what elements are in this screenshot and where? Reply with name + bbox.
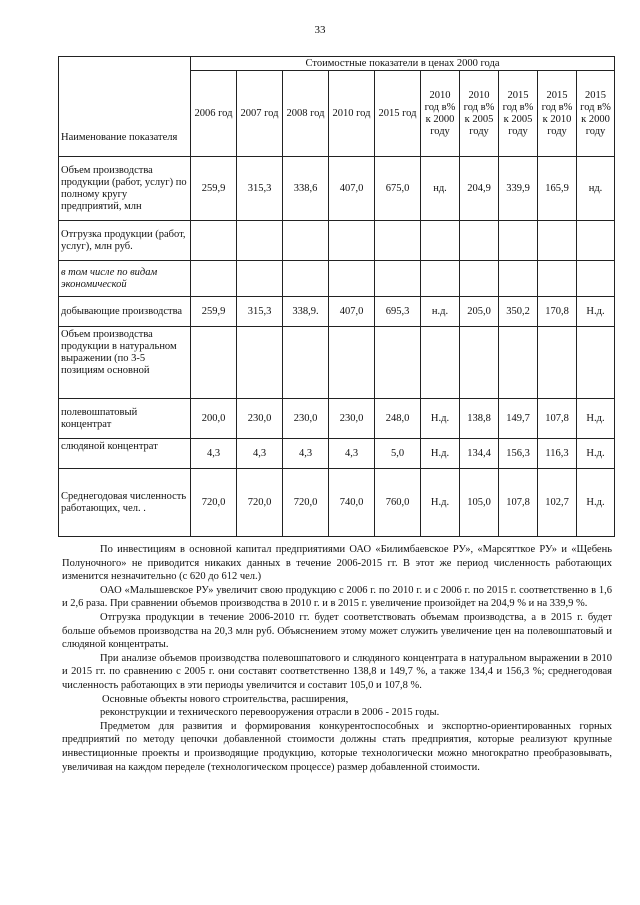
name-column-header: Наименование показателя bbox=[59, 57, 191, 157]
cell: 138,8 bbox=[460, 399, 499, 439]
cell: н.д. bbox=[421, 297, 460, 327]
cell: 720,0 bbox=[191, 469, 237, 537]
paragraph: Предметом для развития и формирования конкурентоспособных и экспортно-ориентированных горных предприятий по методу цепочки добавленной стоимости должны стать предприятия, которые реализуют крупные инвестиционные проекты и производящие продукцию, которые технологически можно многократно преобразовывать, увеличивая на каждом переделе (технологическом процессе) размер добавленной стоимости. bbox=[62, 720, 612, 773]
cell: 248,0 bbox=[375, 399, 421, 439]
cell: 105,0 bbox=[460, 469, 499, 537]
cell: 4,3 bbox=[329, 439, 375, 469]
paragraph: При анализе объемов производства полевошпатового и слюдяного концентрата в натуральном выражении в 2010 и 2015 гг. по сравнению с 2005 г. они составят соответственно 138,8 и 149,7 %, а также 134,4 и 156,3 %; среднегодовая численность работающих в эти периоды увеличится и составит 105,0 и 107,8 %. bbox=[62, 652, 612, 691]
table-row bbox=[59, 399, 615, 439]
row-name: слюдяной концентрат bbox=[59, 439, 191, 469]
cell: 760,0 bbox=[375, 469, 421, 537]
cell: 200,0 bbox=[191, 399, 237, 439]
cell bbox=[460, 261, 499, 297]
cell bbox=[460, 221, 499, 261]
cell bbox=[329, 261, 375, 297]
cell: 315,3 bbox=[237, 297, 283, 327]
cell: 259,9 bbox=[191, 297, 237, 327]
cell bbox=[421, 327, 460, 399]
cell bbox=[499, 327, 538, 399]
cell: Н.д. bbox=[421, 439, 460, 469]
cell: 675,0 bbox=[375, 157, 421, 221]
cell: 4,3 bbox=[237, 439, 283, 469]
cell: 695,3 bbox=[375, 297, 421, 327]
row-name: Отгрузка продукции (работ, услуг), млн руб. bbox=[59, 221, 191, 261]
cell bbox=[577, 261, 615, 297]
cell: 720,0 bbox=[237, 469, 283, 537]
group-header: Стоимостные показатели в ценах 2000 года bbox=[191, 57, 615, 71]
cell: Н.д. bbox=[577, 439, 615, 469]
cell bbox=[237, 221, 283, 261]
cell: 107,8 bbox=[538, 399, 577, 439]
paragraph: По инвестициям в основной капитал предприятиями ОАО «Билимбаевское РУ», «Марсятткое РУ» и «Щебень Полуночного» не приводится никаких данных в течение 2006-2015 гг. В этот же период численность работающих изменится незначительно (с 620 до 612 чел.) bbox=[62, 544, 612, 583]
cell: 740,0 bbox=[329, 469, 375, 537]
cell: 4,3 bbox=[191, 439, 237, 469]
row-name: Среднегодовая численность работающих, чел. . bbox=[59, 469, 191, 537]
cell: 5,0 bbox=[375, 439, 421, 469]
cell bbox=[577, 221, 615, 261]
cell: 338,9. bbox=[283, 297, 329, 327]
cell: 339,9 bbox=[499, 157, 538, 221]
cell bbox=[283, 221, 329, 261]
cell: 156,3 bbox=[499, 439, 538, 469]
page-number: 33 bbox=[314, 24, 326, 36]
table-row bbox=[59, 327, 615, 399]
cell: 230,0 bbox=[283, 399, 329, 439]
cell: 102,7 bbox=[538, 469, 577, 537]
column-header: 2015 год в% к 2005 году bbox=[499, 71, 538, 157]
cell bbox=[237, 261, 283, 297]
cell: Н.д. bbox=[421, 399, 460, 439]
cell bbox=[538, 327, 577, 399]
cell: 107,8 bbox=[499, 469, 538, 537]
row-name: Объем производства продукции (работ, услуг) по полному кругу предприятий, млн bbox=[59, 157, 191, 221]
row-name: полевошпатовый концентрат bbox=[59, 399, 191, 439]
cell bbox=[191, 221, 237, 261]
cell: 338,6 bbox=[283, 157, 329, 221]
column-header: 2008 год bbox=[283, 71, 329, 157]
cell: 407,0 bbox=[329, 297, 375, 327]
cell bbox=[191, 261, 237, 297]
cell: 350,2 bbox=[499, 297, 538, 327]
cell bbox=[375, 261, 421, 297]
cell: 407,0 bbox=[329, 157, 375, 221]
section-heading: Основные объекты нового строительства, расширения, bbox=[102, 693, 349, 705]
cell: нд. bbox=[577, 157, 615, 221]
cell: Н.д. bbox=[421, 469, 460, 537]
cell: 165,9 bbox=[538, 157, 577, 221]
paragraph: Отгрузка продукции в течение 2006-2010 гг. будет соответствовать объемам производства, а в 2015 г. будет больше объемов производства на 20,3 млн руб. Объяснением этому может служить увеличение цен на полевошпатовый и слюдяной концентраты. bbox=[62, 611, 612, 651]
cell: 134,4 bbox=[460, 439, 499, 469]
row-name: Объем производства продукции в натуральном выражении (по 3-5 позициям основной bbox=[59, 327, 191, 399]
table-row bbox=[59, 439, 615, 469]
column-header: 2007 год bbox=[237, 71, 283, 157]
cell bbox=[375, 327, 421, 399]
cell bbox=[538, 261, 577, 297]
cell bbox=[329, 327, 375, 399]
body-text bbox=[62, 543, 612, 774]
cell bbox=[499, 221, 538, 261]
column-header: 2015 год в% к 2000 году bbox=[577, 71, 615, 157]
cell bbox=[577, 327, 615, 399]
column-header: 2015 год bbox=[375, 71, 421, 157]
cell bbox=[421, 221, 460, 261]
cell: 205,0 bbox=[460, 297, 499, 327]
column-header: 2010 год bbox=[329, 71, 375, 157]
section-heading: реконструкции и технического перевооружения отрасли в 2006 - 2015 годы. bbox=[100, 707, 440, 719]
column-header: 2010 год в% к 2000 году bbox=[421, 71, 460, 157]
cell: 259,9 bbox=[191, 157, 237, 221]
table-row bbox=[59, 261, 615, 297]
statistics-table bbox=[58, 56, 615, 537]
cell: Н.д. bbox=[577, 297, 615, 327]
column-header: 2010 год в% к 2005 году bbox=[460, 71, 499, 157]
cell: 4,3 bbox=[283, 439, 329, 469]
row-name: добывающие производства bbox=[59, 297, 191, 327]
cell bbox=[191, 327, 237, 399]
table-row bbox=[59, 469, 615, 537]
column-header: 2015 год в% к 2010 году bbox=[538, 71, 577, 157]
cell: Н.д. bbox=[577, 399, 615, 439]
cell: 720,0 bbox=[283, 469, 329, 537]
cell: 230,0 bbox=[237, 399, 283, 439]
paragraph: ОАО «Малышевское РУ» увеличит свою продукцию с 2006 г. по 2010 г. и с 2006 г. по 2015 г. соответственно в 1,6 и 2,6 раза. При сравнении объемов производства в 2010 г. и в 2015 г. увеличение произойдет на 204,9 % и на 339,9 %. bbox=[62, 584, 612, 610]
cell: нд. bbox=[421, 157, 460, 221]
table-row bbox=[59, 297, 615, 327]
cell: Н.д. bbox=[577, 469, 615, 537]
column-header: 2006 год bbox=[191, 71, 237, 157]
table-row bbox=[59, 221, 615, 261]
cell: 170,8 bbox=[538, 297, 577, 327]
cell: 230,0 bbox=[329, 399, 375, 439]
cell: 204,9 bbox=[460, 157, 499, 221]
row-name: в том числе по видам экономической bbox=[59, 261, 191, 297]
cell: 116,3 bbox=[538, 439, 577, 469]
cell bbox=[421, 261, 460, 297]
cell bbox=[375, 221, 421, 261]
cell: 149,7 bbox=[499, 399, 538, 439]
cell: 315,3 bbox=[237, 157, 283, 221]
cell bbox=[538, 221, 577, 261]
cell bbox=[237, 327, 283, 399]
cell bbox=[499, 261, 538, 297]
cell bbox=[460, 327, 499, 399]
table-row bbox=[59, 157, 615, 221]
cell bbox=[283, 327, 329, 399]
cell bbox=[283, 261, 329, 297]
cell bbox=[329, 221, 375, 261]
